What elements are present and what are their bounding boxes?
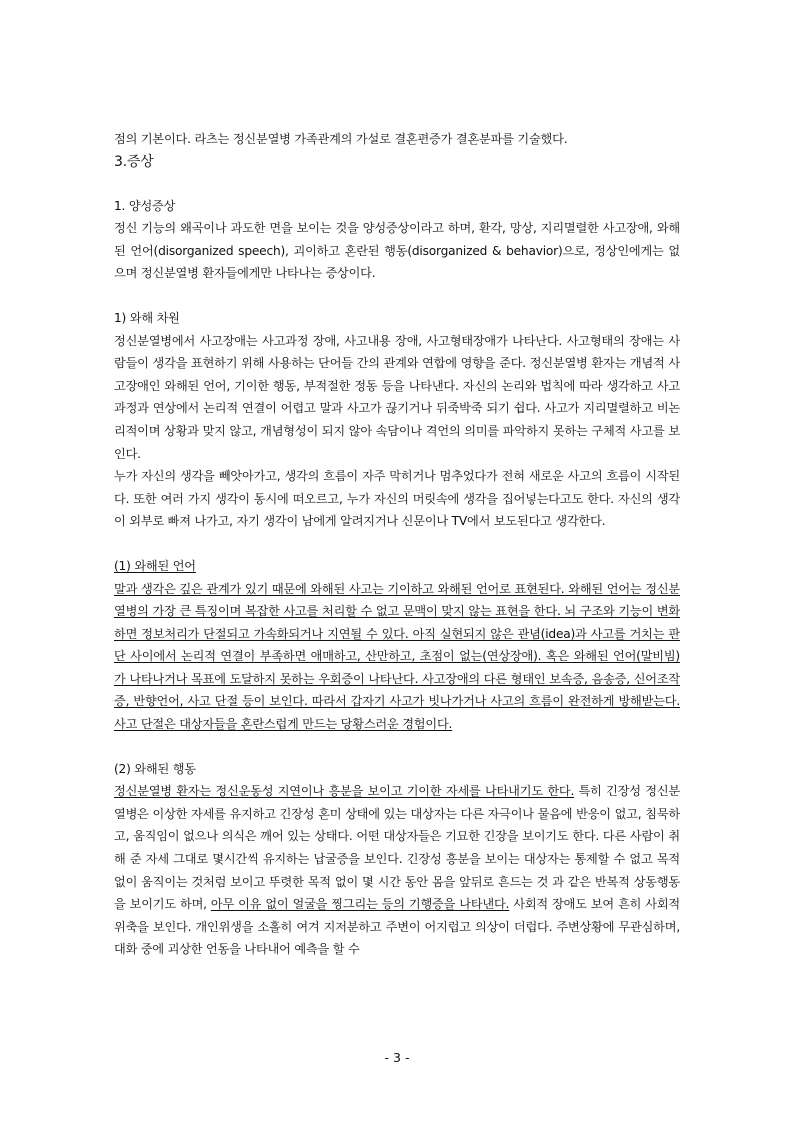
paragraph-thought-flow: 누가 자신의 생각을 빼앗아가고, 생각의 흐름이 자주 막히거나 멈추었다가 전혀 새로운 사고의 흐름이 시작된다. 또한 여러 가지 생각이 동시에 떠오르고, 누가 자신의 머릿속에 생각을 집어넣는다고도 한다. 자신의 생각이 외부로 빠져 나가고, 자기 생각이 남에게 알려지거나 신문이나 TV에서 보도된다고 생각한다.	[114, 469, 680, 529]
paragraph-disorganized-speech: 말과 생각은 깊은 관계가 있기 때문에 와해된 사고는 기이하고 와해된 언어로 표현된다. 와해된 언어는 정신분열병의 가장 큰 특징이며 복잡한 사고를 처리할 수 없고 문맥이 맞지 않는 표현을 한다. 뇌 구조와 기능이 변화하면 정보처리가 단절되고 가속화되거나 지연될 수 있다. 아직 실현되지 않은 관념(idea)과 사고를 거치는 판단 사이에서 논리적 연결이 부족하면 애매하고, 산만하고, 초점이 없는(연상장애). 혹은 와해된 언어(말비빔)가 나타나거나 목표에 도달하지 못하는 우회증이 나타난다. 사고장애의 다른 형태인 보속증, 음송증, 신어조작증, 반향언어, 사고 단절 등이 보인다. 따라서 갑자기 사고가 빗나가거나 사고의 흐름이 완전하게 방해받는다. 사고 단절은 대상자들을 혼란스럽게 만드는 당황스러운 경험이다.	[114, 581, 680, 732]
document-page	[114, 128, 680, 961]
body-text-end: 사회적 장애도 보여 흔히 사회적 위축을 보인다. 개인위생을 소홀히 여겨 지저분하고 주변이 어지럽고 의상이 더럽다. 주변상황에 무관심하며, 대화 중에 괴상한 언동을 나타내어 예측을 할 수	[114, 897, 680, 957]
body-text: 특히 긴장성 정신분열병은 이상한 자세를 유지하고 긴장성 혼미 상태에 있는 대상자는 다른 자극이나 물음에 반응이 없고, 침묵하고, 움직임이 없으나 의식은 깨어 있는 상태다. 어떤 대상자들은 기묘한 긴장을 보이기도 한다. 다른 사람이 취해 준 자세 그대로 몇시간씩 유지하는 납굴증을 보인다. 긴장성 흥분을 보이는 대상자는 통제할 수 없고 목적 없이 움직이는 것처럼 보이고 뚜렷한 목적 없이 몇 시간 동안 몸을 앞뒤로 흔드는 것 과 같은 반복적 상동행동을 보이기도 하며,	[114, 784, 681, 912]
lead-paragraph: 점의 기본이다. 라츠는 정신분열병 가족관계의 가설로 결혼편증가 결혼분파를 기술했다.	[114, 132, 568, 146]
subsection-heading-disorganized-behavior: (2) 와해된 행동	[114, 761, 196, 776]
page-number: - 3 -	[384, 1050, 410, 1065]
paragraph-positive-symptoms: 정신 기능의 왜곡이나 과도한 면을 보이는 것을 양성증상이라고 하며, 환각, 망상, 지리멸렬한 사고장애, 와해된 언어(disorganized speech), 괴이하고 혼란된 행동(disorganized & behavior)으로, 정상인에게는 없으며 정신분열병 환자들에게만 나타나는 증상이다.	[114, 221, 680, 281]
subsection-heading-disorganized-speech: (1) 와해된 언어	[114, 558, 196, 573]
subsection-heading-positive-symptoms: 1. 양성증상	[114, 198, 176, 213]
subsection-heading-disorganization: 1) 와해 차원	[114, 310, 180, 325]
paragraph-disorganized-behavior	[114, 780, 680, 961]
paragraph-thought-disorder: 정신분열병에서 사고장애는 사고과정 장애, 사고내용 장애, 사고형태장애가 나타난다. 사고형태의 장애는 사람들이 생각을 표현하기 위해 사용하는 단어들 간의 관계와 연합에 영향을 준다. 정신분열병 환자는 개념적 사고장애인 와해된 언어, 기이한 행동, 부적절한 정동 등을 나타낸다. 자신의 논리와 법칙에 따라 생각하고 사고 과정과 연상에서 논리적 연결이 어렵고 말과 사고가 끊기거나 뒤죽박죽 되기 쉽다. 사고가 지리멸렬하고 비논리적이며 상황과 맞지 않고, 개념형성이 되지 않아 속담이나 격언의 의미를 파악하지 못하는 구체적 사고를 보인다.	[114, 333, 680, 461]
underlined-phrase: 아무 이유 없이 얼굴을 찡그리는 등의 기행증을 나타낸다.	[210, 897, 510, 912]
section-heading: 3.증상	[114, 153, 154, 170]
underlined-sentence: 정신분열병 환자는 정신운동성 지연이나 흥분을 보이고 기이한 자세를 나타내기도 한다.	[114, 784, 575, 799]
